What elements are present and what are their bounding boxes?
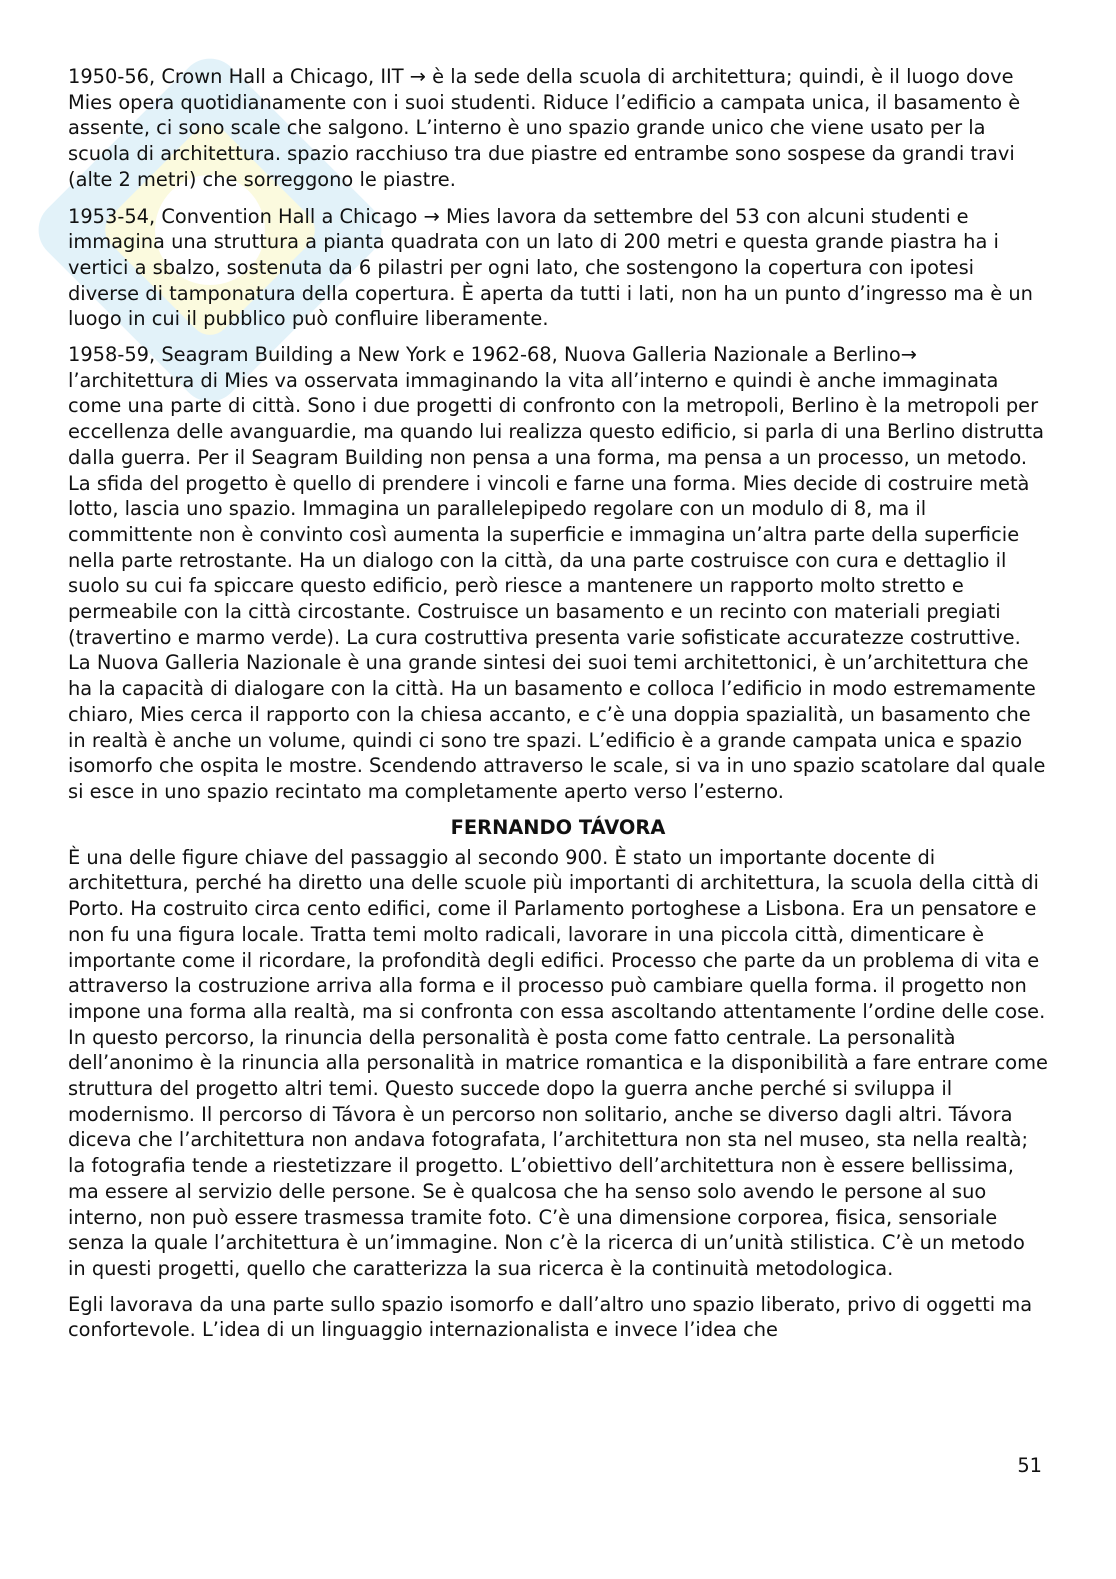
- page-number: 51: [1017, 1454, 1042, 1477]
- paragraph-crown-hall: 1950-56, Crown Hall a Chicago, IIT → è la sede della scuola di architettura; quindi, è il luogo dove Mies opera quotidianamente con i suoi studenti. Riduce l’edificio a campata unica, il basamento è assente, ci sono scale che salgono. L’interno è uno spazio grande unico che viene usato per la scuola di architettura. spazio racchiuso tra due piastre ed entrambe sono sospese da grandi travi (alte 2 metri) che sorreggono le piastre.: [68, 65, 1021, 191]
- paragraph-convention-hall: 1953-54, Convention Hall a Chicago → Mies lavora da settembre del 53 con alcuni studenti e immagina una struttura a pianta quadrata con un lato di 200 metri e questa grande piastra ha i vertici a sbalzo, sostenuta da 6 pilastri per ogni lato, che sostengono la copertura con ipotesi diverse di tamponatura della copertura. È aperta da tutti i lati, non ha un punto d’ingresso ma è un luogo in cui il pubblico può confluire liberamente.: [68, 204, 1033, 331]
- paragraph-tavora-2: Egli lavorava da una parte sullo spazio isomorfo e dall’altro uno spazio liberato, privo di oggetti ma confortevole. L’idea di un linguaggio internazionalista e invece l’idea che: [68, 1292, 1033, 1342]
- paragraph-seagram: 1958-59, Seagram Building a New York e 1962-68, Nuova Galleria Nazionale a Berlino→ l’architettura di Mies va osservata immaginando la vita all’interno e quindi è anche immaginata come una parte di città. Sono i due progetti di confronto con la metropoli, Berlino è la metropoli per eccellenza delle avanguardie, ma quando lui realizza questo edificio, si parla di una Berlino distrutta dalla guerra. Per il Seagram Building non pensa a una forma, ma pensa a un processo, un metodo. La sfida del progetto è quello di prendere i vincoli e farne una forma. Mies decide di costruire metà lotto, lascia uno spazio. Immagina un parallelepipedo regolare con un modulo di 8, ma il committente non è convinto così aumenta la superficie e immagina un’altra parte della superficie nella parte retrostante. Ha un dialogo con la città, da una parte costruisce con cura e dettaglio il suolo su cui fa spiccare questo edificio, però riesce a mantenere un rapporto molto stretto e permeabile con la città circostante. Costruisce un basamento e un recinto con materiali pregiati (travertino e marmo verde). La cura costruttiva presenta varie sofisticate accuratezze costruttive. La Nuova Galleria Nazionale è una grande sintesi dei suoi temi architettonici, è un’architettura che ha la capacità di dialogare con la città. Ha un basamento e colloca l’edificio in modo estremamente chiaro, Mies cerca il rapporto con la chiesa accanto, e c’è una doppia spazialità, un basamento che in realtà è anche un volume, quindi ci sono tre spazi. L’edificio è a grande campata unica e spazio isomorfo che ospita le mostre. Scendendo attraverso le scale, si va in uno spazio scatolare dal quale si esce in uno spazio recintato ma completamente aperto verso l’esterno.: [68, 343, 1046, 803]
- paragraph-tavora-1: È una delle figure chiave del passaggio al secondo 900. È stato un importante docente di architettura, perché ha diretto una delle scuole più importanti di architettura, la scuola della città di Porto. Ha costruito circa cento edifici, come il Parlamento portoghese a Lisbona. Era un pensatore e non fu una figura locale. Tratta temi molto radicali, lavorare in una piccola città, dimenticare è importante come il ricordare, la profondità degli edifici. Processo che parte da un problema di vita e attraverso la costruzione arriva alla forma e il processo può cambiare quella forma. il progetto non impone una forma alla realtà, ma si confronta con essa ascoltando attentamente l’ordine delle cose. In questo percorso, la rinuncia della personalità è posta come fatto centrale. La personalità dell’anonimo è la rinuncia alla personalità in matrice romantica e la disponibilità a fare entrare come struttura del progetto altri temi. Questo succede dopo la guerra anche perché si sviluppa il modernismo. Il percorso di Távora è un percorso non solitario, anche se diverso dagli altri. Távora diceva che l’architettura non andava fotografata, l’architettura non sta nel museo, sta nella realtà; la fotografia tende a riestetizzare il progetto. L’obiettivo dell’architettura non è essere bellissima, ma essere al servizio delle persone. Se è qualcosa che ha senso solo avendo le persone al suo interno, non può essere trasmessa tramite foto. C’è una dimensione corporea, fisica, sensoriale senza la quale l’architettura è un’immagine. Non c’è la ricerca di un’unità stilistica. C’è un metodo in questi progetti, quello che caratterizza la sua ricerca è la continuità metodologica.: [68, 845, 1048, 1280]
- section-heading: FERNANDO TÁVORA: [450, 815, 666, 839]
- document-page: [68, 64, 1048, 1353]
